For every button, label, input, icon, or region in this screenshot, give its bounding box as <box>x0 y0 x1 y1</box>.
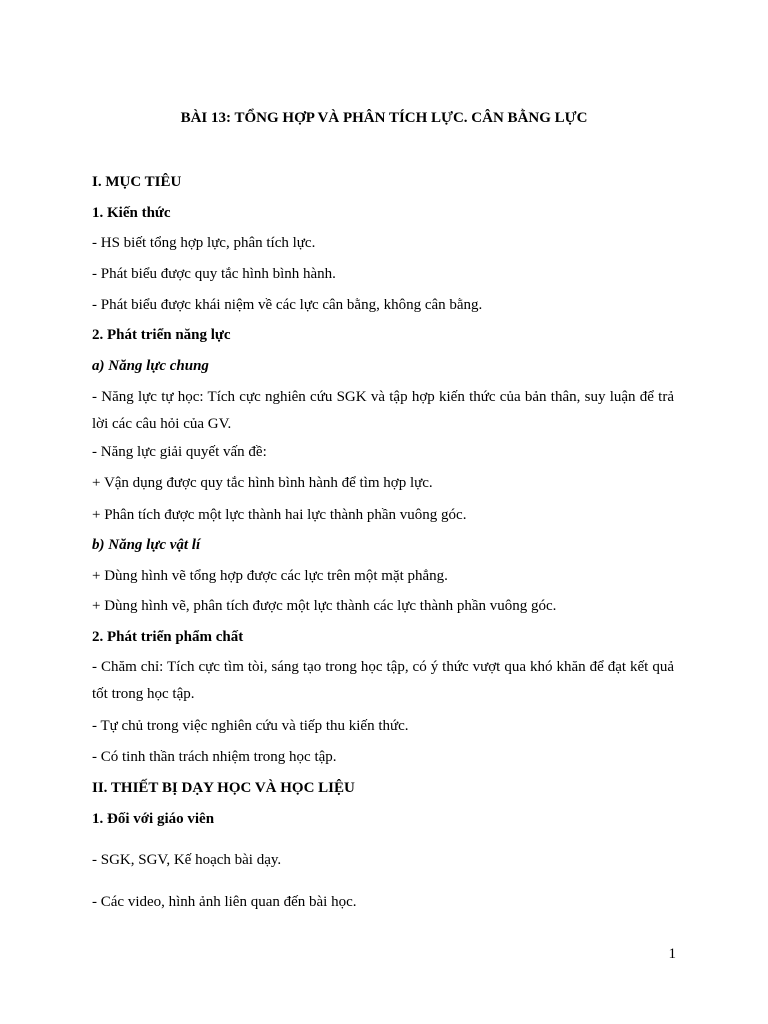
physics-competence-item: + Dùng hình vẽ, phân tích được một lực thành các lực thành phần vuông góc. <box>92 598 557 614</box>
subheading-teacher: 1. Đối với giáo viên <box>92 811 215 827</box>
page-number: 1 <box>668 946 676 962</box>
subheading-qualities: 2. Phát triển phẩm chất <box>92 629 244 645</box>
quality-item: - Chăm chỉ: Tích cực tìm tòi, sáng tạo trong học tập, có ý thức vượt qua khó khăn để đạt kết quả tốt trong học tập. <box>92 659 674 702</box>
general-competence-item: + Phân tích được một lực thành hai lực thành phần vuông góc. <box>92 507 467 523</box>
general-competence-item: - Năng lực tự học: Tích cực nghiên cứu SGK và tập hợp kiến thức của bản thân, suy luận để trả lời các câu hỏi của GV. <box>92 389 674 432</box>
subheading-physics-competence: b) Năng lực vật lí <box>92 537 201 553</box>
general-competence-item: - Năng lực giải quyết vấn đề: <box>92 444 267 460</box>
teacher-item: - Các video, hình ảnh liên quan đến bài học. <box>92 894 357 910</box>
page-title: BÀI 13: TỔNG HỢP VÀ PHÂN TÍCH LỰC. CÂN BẰNG LỰC <box>180 110 588 126</box>
teacher-item: - SGK, SGV, Kế hoạch bài dạy. <box>92 852 282 868</box>
physics-competence-item: + Dùng hình vẽ tổng hợp được các lực trên một mặt phẳng. <box>92 568 448 584</box>
section-heading-objectives: I. MỤC TIÊU <box>92 174 182 190</box>
section-heading-equipment: II. THIẾT BỊ DẠY HỌC VÀ HỌC LIỆU <box>92 780 355 796</box>
quality-item: - Tự chủ trong việc nghiên cứu và tiếp thu kiến thức. <box>92 718 409 734</box>
knowledge-item: - Phát biểu được quy tắc hình bình hành. <box>92 266 336 282</box>
subheading-competence: 2. Phát triển năng lực <box>92 327 231 343</box>
subheading-general-competence: a) Năng lực chung <box>92 358 209 374</box>
quality-item: - Có tinh thần trách nhiệm trong học tập. <box>92 749 337 765</box>
general-competence-item: + Vận dụng được quy tắc hình bình hành để tìm hợp lực. <box>92 475 433 491</box>
subheading-knowledge: 1. Kiến thức <box>92 205 171 221</box>
knowledge-item: - Phát biểu được khái niệm về các lực cân bằng, không cân bằng. <box>92 297 483 313</box>
knowledge-item: - HS biết tổng hợp lực, phân tích lực. <box>92 235 316 251</box>
